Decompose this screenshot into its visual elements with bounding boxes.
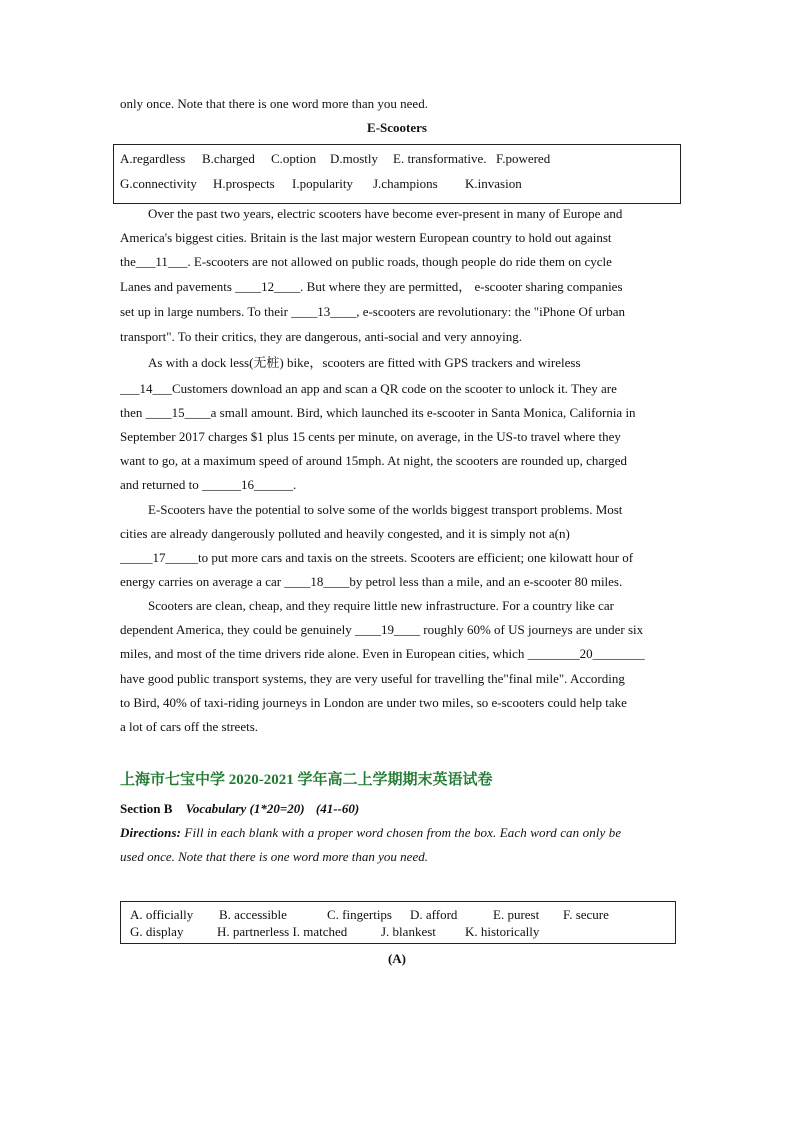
passage-line: want to go, at a maximum speed of around 15mph. At night, the scooters are rounded up, charged <box>120 453 627 468</box>
directions-line-2: used once. Note that there is one word more than you need. <box>120 849 428 864</box>
passage-line: a lot of cars off the streets. <box>120 719 259 734</box>
option-a: A.regardless <box>120 151 186 166</box>
section-heading <box>120 801 359 817</box>
option-e: E. purest <box>493 907 540 922</box>
word-box-1 <box>113 144 681 204</box>
passage-line: _____17_____to put more cars and taxis on the streets. Scooters are efficient; one kilowatt hour of <box>120 550 634 565</box>
directions-text: Fill in each blank with a proper word chosen from the box. Each word can only be <box>181 825 622 840</box>
section-label: Section B <box>120 801 173 816</box>
passage-line: set up in large numbers. To their ____13____, e-scooters are revolutionary: the "iPhone Of urban <box>120 304 626 319</box>
passage-line: transport". To their critics, they are dangerous, anti-social and very annoying. <box>120 329 522 344</box>
passage-line: September 2017 charges $1 plus 15 cents per minute, on average, in the US-to travel where they <box>120 429 621 444</box>
option-g: G. display <box>130 924 184 939</box>
passage-line: miles, and most of the time drivers ride alone. Even in European cities, which ________20________ <box>120 646 645 661</box>
directions-line-1 <box>120 825 621 841</box>
option-d: D.mostly <box>330 151 379 166</box>
passage-line: Over the past two years, electric scooters have become ever-present in many of Europe and <box>148 206 623 221</box>
option-h-i: H. partnerless I. matched <box>217 924 348 939</box>
option-f: F. secure <box>563 907 609 922</box>
part-label: (A) <box>387 951 407 966</box>
option-h: H.prospects <box>213 176 275 191</box>
passage-line: E-Scooters have the potential to solve some of the worlds biggest transport problems. Most <box>148 502 623 517</box>
passage-line: and returned to ______16______. <box>120 477 297 492</box>
passage-line: dependent America, they could be genuinely ____19____ roughly 60% of US journeys are under six <box>120 622 644 637</box>
intro-line: only once. Note that there is one word more than you need. <box>120 96 428 111</box>
vocab-label: Vocabulary (1*20=20) <box>185 801 305 816</box>
passage-line: ___14___Customers download an app and scan a QR code on the scooter to unlock it. They are <box>120 381 617 396</box>
option-a: A. officially <box>130 907 194 922</box>
passage-line: have good public transport systems, they are very useful for travelling the"final mile". According <box>120 671 625 686</box>
option-d: D. afford <box>410 907 458 922</box>
option-g: G.connectivity <box>120 176 197 191</box>
passage-line: Scooters are clean, cheap, and they require little new infrastructure. For a country like car <box>148 598 614 613</box>
option-i: I.popularity <box>292 176 354 191</box>
option-f: F.powered <box>496 151 551 166</box>
option-j: J. blankest <box>381 924 436 939</box>
option-k: K. historically <box>465 924 540 939</box>
school-exam-title: 上海市七宝中学 2020-2021 学年高二上学期期末英语试卷 <box>120 772 493 788</box>
option-c: C. fingertips <box>327 907 392 922</box>
option-b: B.charged <box>202 151 255 166</box>
option-k: K.invasion <box>465 176 522 191</box>
passage-line: cities are already dangerously polluted and heavily congested, and it is simply not a(n) <box>120 526 570 541</box>
passage-line: energy carries on average a car ____18____by petrol less than a mile, and an e-scooter 80 miles. <box>120 574 623 589</box>
option-e: E. transformative. <box>393 151 487 166</box>
passage-line: America's biggest cities. Britain is the last major western European country to hold out against <box>120 230 612 245</box>
passage-title: E-Scooters <box>367 120 427 135</box>
option-j: J.champions <box>373 176 438 191</box>
passage-line: Lanes and pavements ____12____. But where they are permitted， e-scooter sharing companies <box>120 279 623 294</box>
passage-line: then ____15____a small amount. Bird, which launched its e-scooter in Santa Monica, California in <box>120 405 636 420</box>
word-box-2 <box>120 901 676 944</box>
passage-line: the___11___. E-scooters are not allowed on public roads, though people do ride them on cycle <box>120 254 612 269</box>
directions-label: Directions: <box>120 825 182 840</box>
question-range: (41--60) <box>315 801 360 816</box>
passage-line: As with a dock less(无桩) bike，scooters are fitted with GPS trackers and wireless <box>148 355 581 370</box>
passage-line: to Bird, 40% of taxi-riding journeys in London are under two miles, so e-scooters could help take <box>120 695 627 710</box>
option-b: B. accessible <box>219 907 287 922</box>
option-c: C.option <box>271 151 317 166</box>
